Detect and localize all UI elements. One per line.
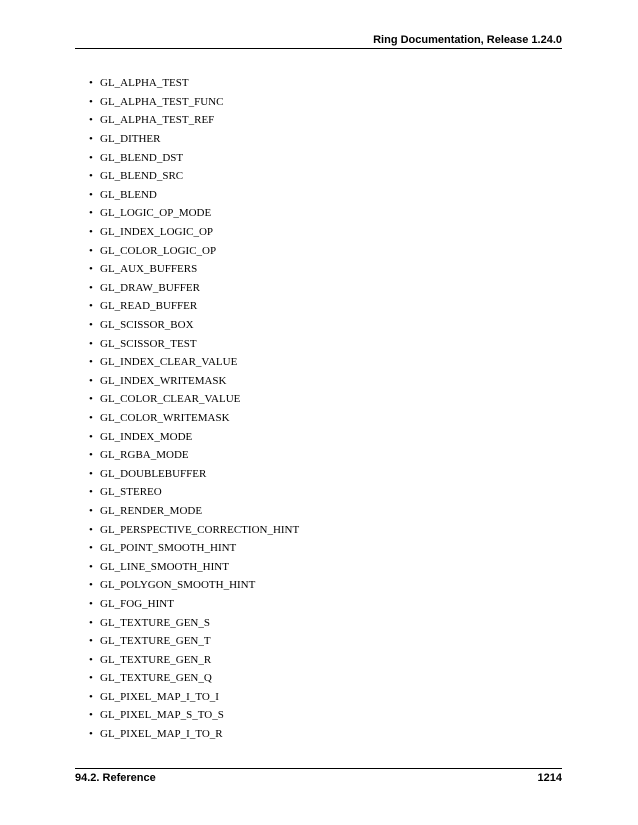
list-item	[89, 93, 299, 112]
constant-name: GL_LOGIC_OP_MODE	[100, 207, 212, 220]
list-item	[89, 483, 299, 502]
bullet-icon: •	[89, 560, 93, 573]
bullet-icon: •	[89, 523, 93, 536]
constant-name: GL_DOUBLEBUFFER	[100, 467, 207, 480]
bullet-icon: •	[89, 77, 93, 90]
constant-name: GL_COLOR_CLEAR_VALUE	[100, 393, 241, 406]
bullet-icon: •	[89, 542, 93, 555]
bullet-icon: •	[89, 635, 93, 648]
bullet-icon: •	[89, 114, 93, 127]
bullet-icon: •	[89, 244, 93, 257]
list-item	[89, 130, 299, 149]
constant-name: GL_STEREO	[100, 486, 162, 499]
bullet-icon: •	[89, 393, 93, 406]
constant-name: GL_INDEX_WRITEMASK	[100, 374, 227, 387]
bullet-icon: •	[89, 504, 93, 517]
constant-name: GL_DITHER	[100, 133, 161, 146]
constant-name: GL_RGBA_MODE	[100, 449, 189, 462]
list-item	[89, 669, 299, 688]
list-item	[89, 111, 299, 130]
constant-name: GL_ALPHA_TEST_REF	[100, 114, 215, 127]
list-item	[89, 576, 299, 595]
list-item	[89, 427, 299, 446]
list-item	[89, 260, 299, 279]
constant-name: GL_PERSPECTIVE_CORRECTION_HINT	[100, 523, 300, 536]
bullet-icon: •	[89, 430, 93, 443]
constant-name: GL_COLOR_LOGIC_OP	[100, 244, 217, 257]
constant-name: GL_BLEND	[100, 188, 157, 201]
bullet-icon: •	[89, 728, 93, 741]
bullet-icon: •	[89, 188, 93, 201]
list-item	[89, 167, 299, 186]
constant-list	[89, 74, 299, 743]
bullet-icon: •	[89, 281, 93, 294]
bullet-icon: •	[89, 672, 93, 685]
constant-name: GL_FOG_HINT	[100, 597, 174, 610]
list-item	[89, 204, 299, 223]
constant-name: GL_LINE_SMOOTH_HINT	[100, 560, 229, 573]
document-title: Ring Documentation, Release 1.24.0	[373, 34, 562, 46]
list-item	[89, 688, 299, 707]
constant-name: GL_INDEX_MODE	[100, 430, 193, 443]
constant-name: GL_DRAW_BUFFER	[100, 281, 200, 294]
constant-name: GL_AUX_BUFFERS	[100, 263, 198, 276]
bullet-icon: •	[89, 690, 93, 703]
list-item	[89, 223, 299, 242]
bullet-icon: •	[89, 356, 93, 369]
bullet-icon: •	[89, 411, 93, 424]
bullet-icon: •	[89, 616, 93, 629]
constant-name: GL_TEXTURE_GEN_S	[100, 616, 210, 629]
constant-name: GL_ALPHA_TEST_FUNC	[100, 95, 224, 108]
constant-name: GL_INDEX_LOGIC_OP	[100, 226, 214, 239]
bullet-icon: •	[89, 374, 93, 387]
bullet-icon: •	[89, 170, 93, 183]
list-item	[89, 148, 299, 167]
constant-name: GL_PIXEL_MAP_I_TO_I	[100, 690, 219, 703]
bullet-icon: •	[89, 467, 93, 480]
bullet-icon: •	[89, 300, 93, 313]
list-item	[89, 502, 299, 521]
list-item	[89, 241, 299, 260]
list-item	[89, 334, 299, 353]
page-number: 1214	[537, 772, 562, 784]
section-title: 94.2. Reference	[75, 772, 156, 784]
list-item	[89, 725, 299, 744]
constant-name: GL_PIXEL_MAP_S_TO_S	[100, 709, 224, 722]
bullet-icon: •	[89, 207, 93, 220]
list-item	[89, 353, 299, 372]
constant-name: GL_BLEND_SRC	[100, 170, 184, 183]
list-item	[89, 316, 299, 335]
constant-name: GL_TEXTURE_GEN_T	[100, 635, 211, 648]
bullet-icon: •	[89, 449, 93, 462]
list-item	[89, 74, 299, 93]
list-item	[89, 186, 299, 205]
bullet-icon: •	[89, 319, 93, 332]
list-item	[89, 409, 299, 428]
constant-name: GL_SCISSOR_TEST	[100, 337, 197, 350]
bullet-icon: •	[89, 653, 93, 666]
constant-name: GL_COLOR_WRITEMASK	[100, 411, 230, 424]
list-item	[89, 390, 299, 409]
list-item	[89, 650, 299, 669]
bullet-icon: •	[89, 95, 93, 108]
list-item	[89, 297, 299, 316]
bullet-icon: •	[89, 151, 93, 164]
list-item	[89, 595, 299, 614]
constant-name: GL_BLEND_DST	[100, 151, 184, 164]
page-header	[75, 34, 562, 49]
bullet-icon: •	[89, 597, 93, 610]
bullet-icon: •	[89, 709, 93, 722]
list-item	[89, 520, 299, 539]
constant-name: GL_READ_BUFFER	[100, 300, 198, 313]
page-footer	[75, 768, 562, 787]
bullet-icon: •	[89, 486, 93, 499]
constant-name: GL_RENDER_MODE	[100, 504, 203, 517]
constant-name: GL_ALPHA_TEST	[100, 77, 189, 90]
list-item	[89, 446, 299, 465]
list-item	[89, 706, 299, 725]
list-item	[89, 372, 299, 391]
constant-name: GL_POLYGON_SMOOTH_HINT	[100, 579, 256, 592]
list-item	[89, 539, 299, 558]
constant-name: GL_INDEX_CLEAR_VALUE	[100, 356, 238, 369]
list-item	[89, 279, 299, 298]
bullet-icon: •	[89, 337, 93, 350]
list-item	[89, 613, 299, 632]
constant-name: GL_SCISSOR_BOX	[100, 319, 194, 332]
bullet-icon: •	[89, 226, 93, 239]
list-item	[89, 557, 299, 576]
constant-name: GL_PIXEL_MAP_I_TO_R	[100, 728, 223, 741]
constant-name: GL_TEXTURE_GEN_Q	[100, 672, 212, 685]
constant-name: GL_POINT_SMOOTH_HINT	[100, 542, 237, 555]
list-item	[89, 464, 299, 483]
list-item	[89, 632, 299, 651]
bullet-icon: •	[89, 579, 93, 592]
bullet-icon: •	[89, 263, 93, 276]
constant-name: GL_TEXTURE_GEN_R	[100, 653, 212, 666]
bullet-icon: •	[89, 133, 93, 146]
